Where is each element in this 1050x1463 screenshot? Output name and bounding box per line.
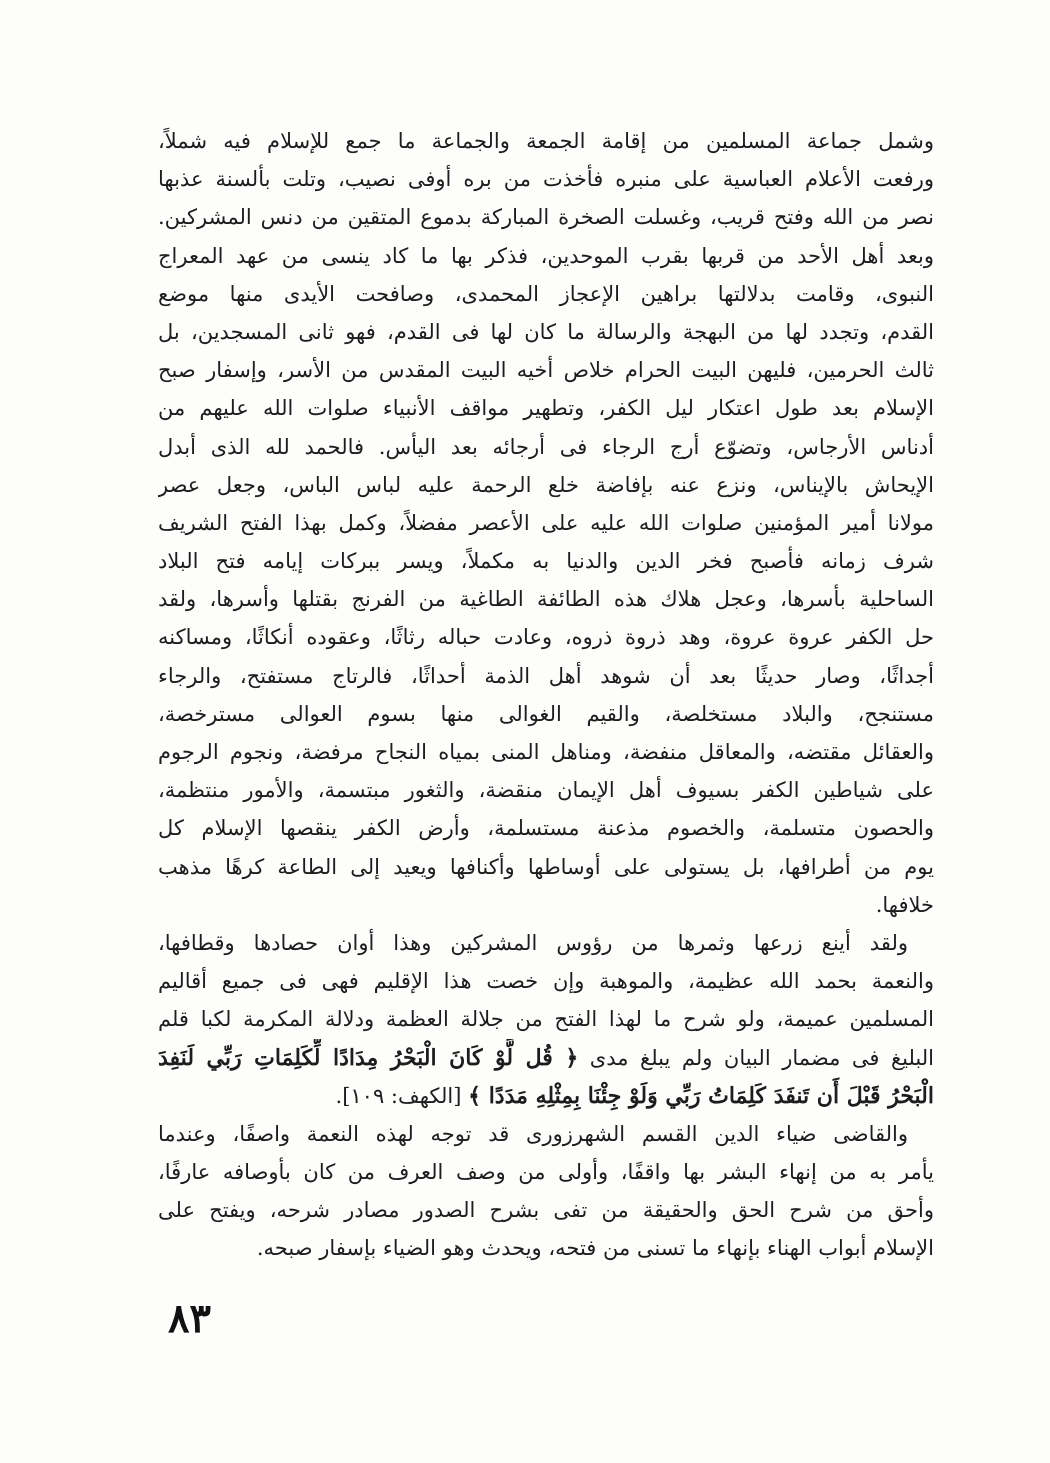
text-line: ثالث الحرمين، فليهن البيت الحرام خلاص أخيه البيت المقدس من الأسر، وإسفار صبح <box>158 358 934 383</box>
text-line: وشمل جماعة المسلمين من إقامة الجمعة والجماعة ما جمع للإسلام فيه شملاً، <box>158 129 934 153</box>
text-line: أدناس الأرجاس، وتضوّع أرج الرجاء فى أرجائه بعد اليأس. فالحمد لله الذى أبدل <box>158 434 934 459</box>
verse-citation: [الكهف: ١٠٩]. <box>335 1083 462 1108</box>
text-line: والعقائل مقتضه، والمعاقل منفضة، ومناهل المنى بمياه النجاح مرفضة، ونجوم الرجوم <box>158 740 934 764</box>
text-line: والنعمة بحمد الله عظيمة، والموهبة وإن خصت هذا الإقليم فهى فى جميع أقاليم <box>158 969 934 994</box>
text-line <box>158 1077 934 1115</box>
text-line: شرف زمانه فأصبح فخر الدين والدنيا به مكملاً، ويسر ببركات إيامه فتح البلاد <box>158 549 934 574</box>
text-line: الإسلام بعد طول اعتكار ليل الكفر، وتطهير مواقف الأنبياء صلوات الله عليهم من <box>158 396 934 421</box>
text-line: الإيحاش بالإيناس، ونزع عنه بإفاضة خلع الرحمة عليه لباس الباس، وجعل عصر <box>158 472 934 497</box>
text-line: أجداثًا، وصار حديثًا بعد أن شوهد أهل الذمة أحداثًا، فالرتاج مستفتح، والرجاء <box>158 663 934 688</box>
text-line: والحصون متسلمة، والخصوم مذعنة مستسلمة، وأرض الكفر ينقصها الإسلام كل <box>158 816 934 841</box>
text-line: والقاضى ضياء الدين القسم الشهرزورى قد توجه لهذه النعمة واصفًا، وعندما <box>158 1121 908 1146</box>
text-line: يوم من أطرافها، بل يستولى على أوساطها وأكنافها ويعيد إلى الطاعة كرهًا مذهب <box>158 854 934 879</box>
text-line: حل الكفر عروة عروة، وهد ذروة ذروه، وعادت حباله رثاثًا، وعقوده أنكاثًا، ومساكنه <box>158 625 934 650</box>
page-number: ٨٣ <box>168 1295 211 1342</box>
text-line: نصر من الله وفتح قريب، وغسلت الصخرة المباركة بدموع المتقين من دنس المشركين. <box>158 205 934 230</box>
text-line: النبوى، وقامت بدلالتها براهين الإعجاز المحمدى، وصافحت الأيدى منها موضع <box>158 281 934 306</box>
text-line: ورفعت الأعلام العباسية على منبره فأخذت من بره أوفى نصيب، وتلت بألسنة عذبها <box>158 167 934 192</box>
quran-verse: الْبَحْرُ قَبْلَ أَن تَنفَدَ كَلِمَاتُ رَبِّي وَلَوْ جِئْنَا بِمِثْلِهِ مَدَدًا ﴾ <box>468 1082 934 1109</box>
text-line: الساحلية بأسرها، وعجل هلاك هذه الطائفة الطاغية من الفرنج بقتلها وأسرها، ولقد <box>158 587 934 612</box>
text-line: وأحق من شرح الحق والحقيقة من تفى بشرح الصدور مصادر شرحه، ويفتح على <box>158 1198 934 1223</box>
text-line: الإسلام أبواب الهناء بإنهاء ما تسنى من فتحه، ويحدث وهو الضياء بإسفار صبحه. <box>256 1236 934 1261</box>
text-line: يأمر به من إنهاء البشر بها واقفًا، وأولى من وصف العرف من كان بأوصافه عارفًا، <box>158 1160 934 1185</box>
text-segment: البليغ فى مضمار البيان ولم يبلغ مدى <box>589 1045 934 1070</box>
text-line: مستنجح، والبلاد مستخلصة، والقيم الغوالى منها بسوم العوالى مسترخصة، <box>158 701 934 726</box>
text-line: وبعد أهل الأحد من قربها بقرب الموحدين، فذكر بها ما كاد ينسى من عهد المعراج <box>158 243 934 268</box>
text-line: القدم، وتجدد لها من البهجة والرسالة ما كان لها فى القدم، فهو ثانى المسجدين، بل <box>158 319 934 344</box>
text-line: مولانا أمير المؤمنين صلوات الله عليه على الأعصر مفضلاً، وكمل بهذا الفتح الشريف <box>158 510 934 535</box>
text-line: خلافها. <box>875 892 934 917</box>
text-line: المسلمين عميمة، ولو شرح ما لهذا الفتح من جلالة العظمة ودلالة المكرمة لكبا قلم <box>158 1007 934 1032</box>
text-line <box>158 1039 934 1077</box>
text-line: على شياطين الكفر بسيوف أهل الإيمان منقضة، والثغور مبتسمة، والأمور منتظمة، <box>158 778 934 803</box>
body-text <box>158 122 934 1268</box>
quran-verse: ﴿ قُل لَّوْ كَانَ الْبَحْرُ مِدَادًا لِّكَلِمَاتِ رَبِّي لَنَفِدَ <box>158 1044 579 1071</box>
text-line: ولقد أينع زرعها وثمرها من رؤوس المشركين وهذا أوان حصادها وقطافها، <box>158 930 908 955</box>
